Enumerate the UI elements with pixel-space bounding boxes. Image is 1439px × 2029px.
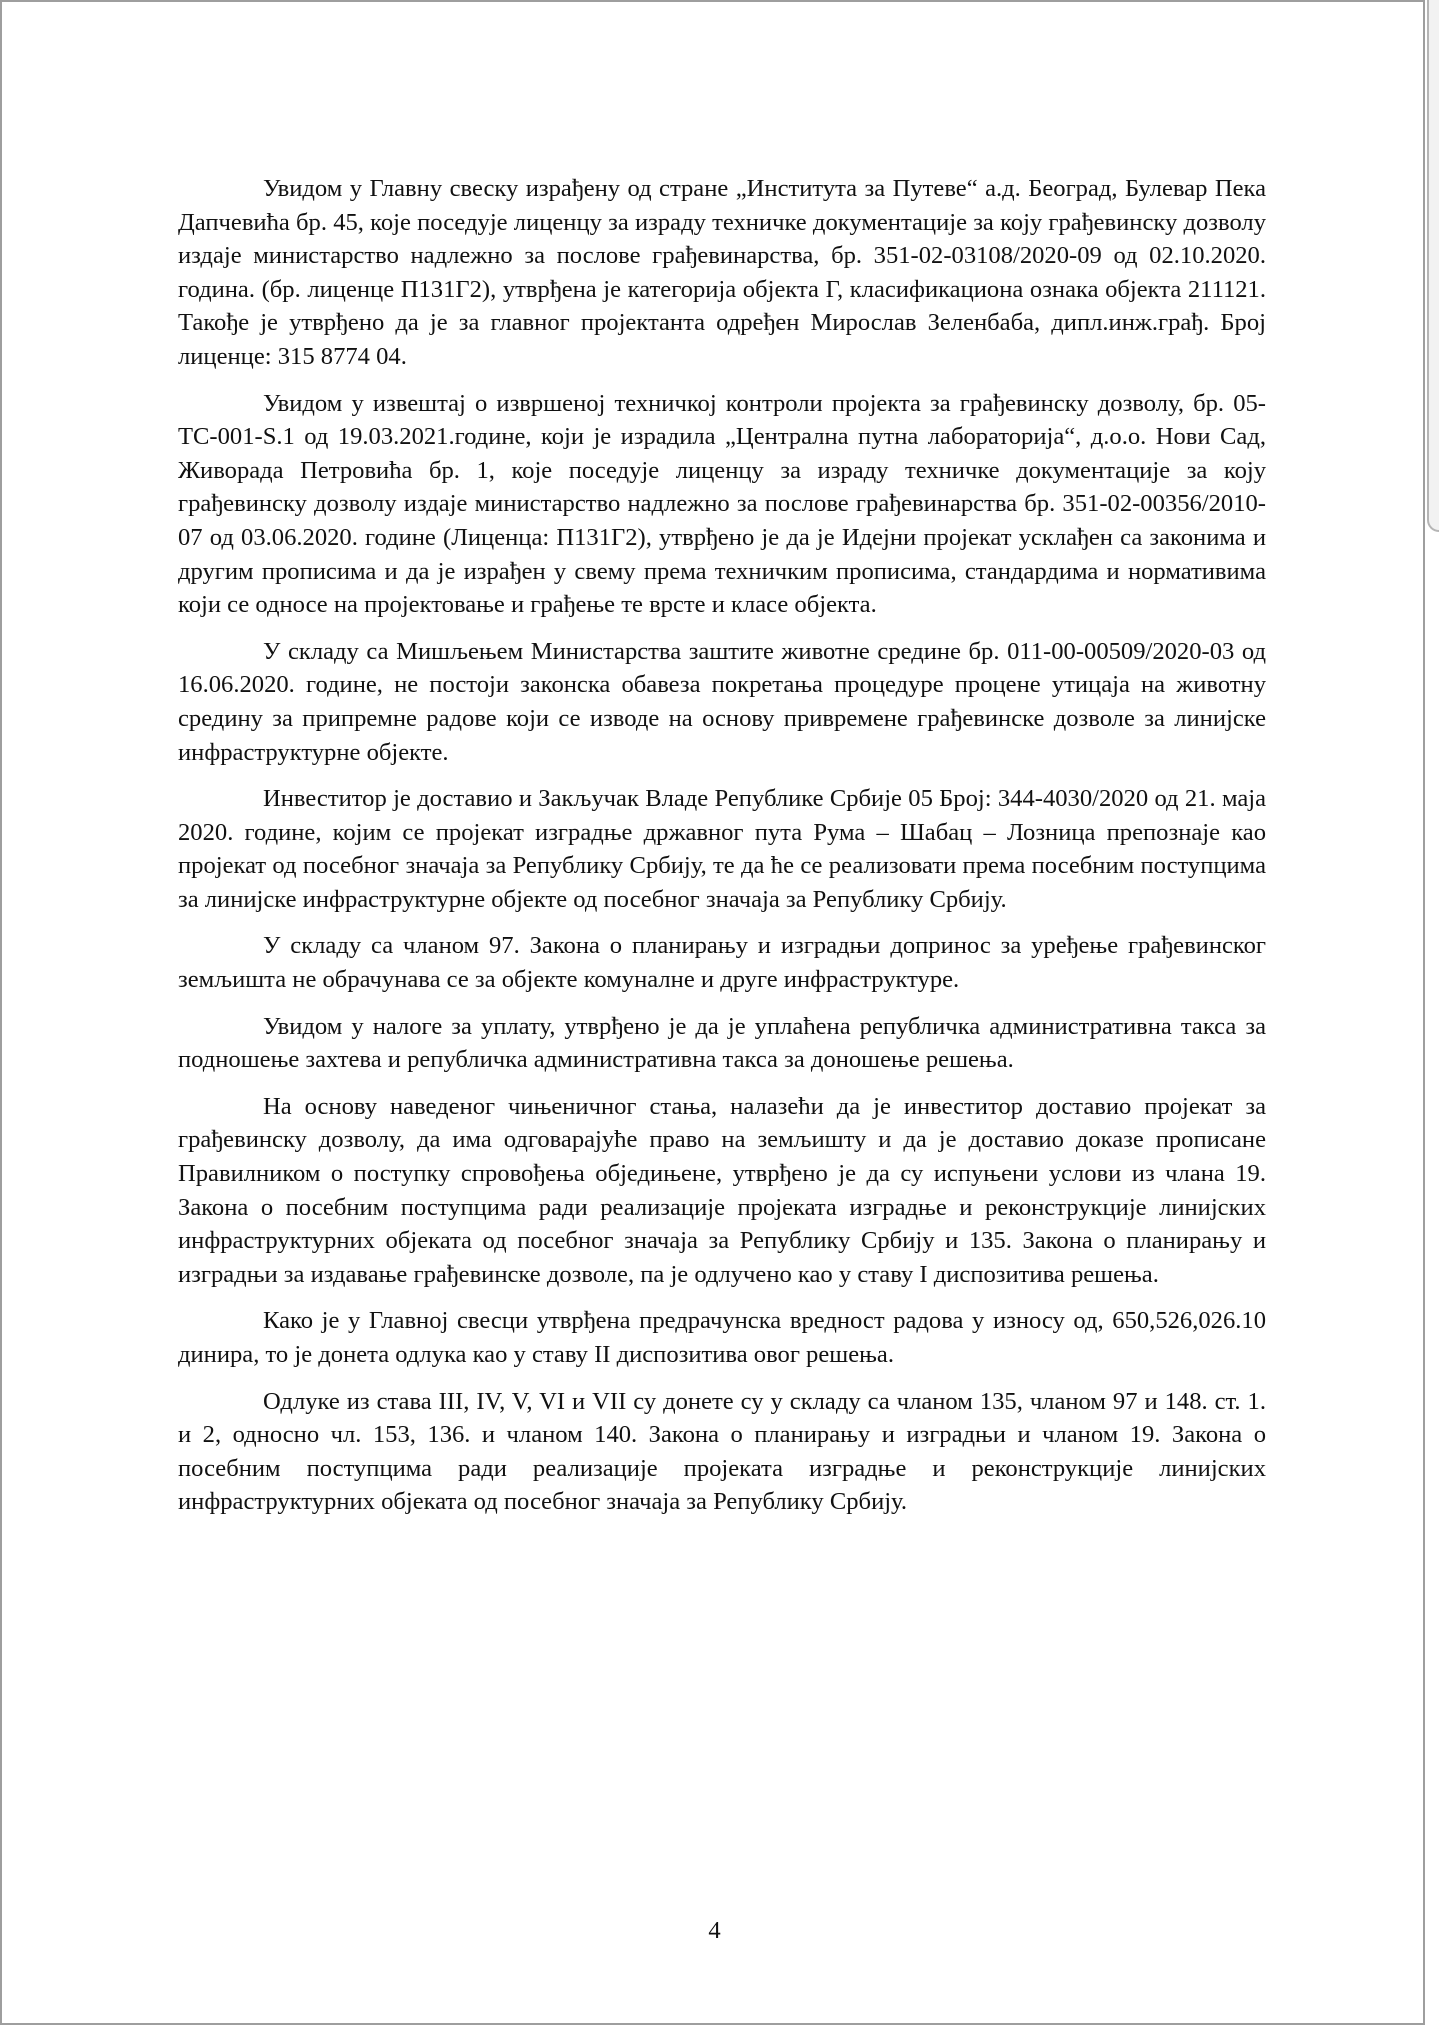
- paragraph-2: Увидом у извештај о извршеној техничкој контроли пројекта за грађевинску дозволу, бр. 05-ТС-001-S.1 од 19.03.2021.године, који је израдила „Централна путна лабораторија“, д.о.о. Нови Сад, Живорада Петровића бр. 1, које поседује лиценцу за израду техничке документације за коју грађевинску дозволу издаје министарство надлежно за послове грађевинарства бр. 351-02-00356/2010-07 од 03.06.2020. године (Лиценца: П131Г2), утврђено је да је Идејни пројекат усклађен са законима и другим прописима и да је израђен у свему према техничким прописима, стандардима и нормативима који се односе на пројектовање и грађење те врсте и класе објекта.: [178, 389, 1266, 619]
- paragraph-6: Увидом у налоге за уплату, утврђено је да је уплаћена републичка административна такса за подношење захтева и републичка административна такса за доношење решења.: [178, 1012, 1266, 1074]
- paragraph-3: У складу са Мишљењем Министарства заштите животне средине бр. 011-00-00509/2020-03 од 16.06.2020. године, не постоји законска обавеза покретања процедуре процене утицаја на животну средину за припремне радове који се изводе на основу привремене грађевинске дозволе за линијске инфраструктурне објекте.: [178, 637, 1266, 766]
- paragraph-8: Како је у Главној свесци утврђена предрачунска вредност радова у износу од, 650,526,026.10 динира, то је донета одлука као у ставу II диспозитива овог решења.: [178, 1307, 1266, 1368]
- document-page: [178, 172, 1266, 1532]
- paragraph-5: У складу са чланом 97. Закона о планирању и изградњи допринос за уређење грађевинског земљишта не обрачунава се за објекте комуналне и друге инфраструктуре.: [178, 932, 1266, 994]
- scrollbar-thumb[interactable]: [1427, 0, 1439, 532]
- paragraph-1: Увидом у Главну свеску израђену од стране „Института за Путеве“ а.д. Београд, Булевар Пека Дапчевића бр. 45, које поседује лиценцу за израду техничке документације за коју грађевинску дозволу издаје министарство надлежно за послове грађевинарства, бр. 351-02-03108/2020-09 од 02.10.2020. година. (бр. лиценце П131Г2), утврђена је категорија објекта Г, класификациона ознака објекта 211121. Такође је утврђено да је за главног пројектанта одређен Мирослав Зеленбаба, дипл.инж.грађ. Број лиценце: 315 8774 04.: [178, 175, 1266, 370]
- paragraph-9: Одлуке из става III, IV, V, VI и VII су донете су у складу са чланом 135, чланом 97 и 148. ст. 1. и 2, односно чл. 153, 136. и чланом 140. Закона о планирању и изградњи и чланом 19. Закона о посебним поступцима ради реализације пројеката изградње и реконструкције линијских инфраструктурних објеката од посебног значаја за Републику Србију.: [178, 1387, 1266, 1516]
- paragraph-7: На основу наведеног чињеничног стања, налазећи да је инвеститор доставио пројекат за грађевинску дозволу, да има одговарајуће право на земљишту и да је доставио доказе прописане Правилником о поступку спровођења обједињене, утврђено је да су испуњени услови из члана 19. Закона о посебним поступцима ради реализације пројеката изградње и реконструкције линијских инфраструктурних објеката од посебног значаја за Републику Србију и 135. Закона о планирању и изградњи за издавање грађевинске дозволе, па је одлучено као у ставу I диспозитива решења.: [178, 1092, 1266, 1288]
- paragraph-4: Инвеститор је доставио и Закључак Владе Републике Србије 05 Број: 344-4030/2020 од 21. маја 2020. године, којим се пројекат изградње државног пута Рума – Шабац – Лозница препознаје као пројекат од посебног значаја за Републику Србију, те да ће се реализовати према посебним поступцима за линијске инфраструктурне објекте од посебног значаја за Републику Србију.: [178, 785, 1266, 913]
- vertical-scrollbar[interactable]: [1425, 0, 1439, 2029]
- page-number: 4: [708, 1917, 721, 1944]
